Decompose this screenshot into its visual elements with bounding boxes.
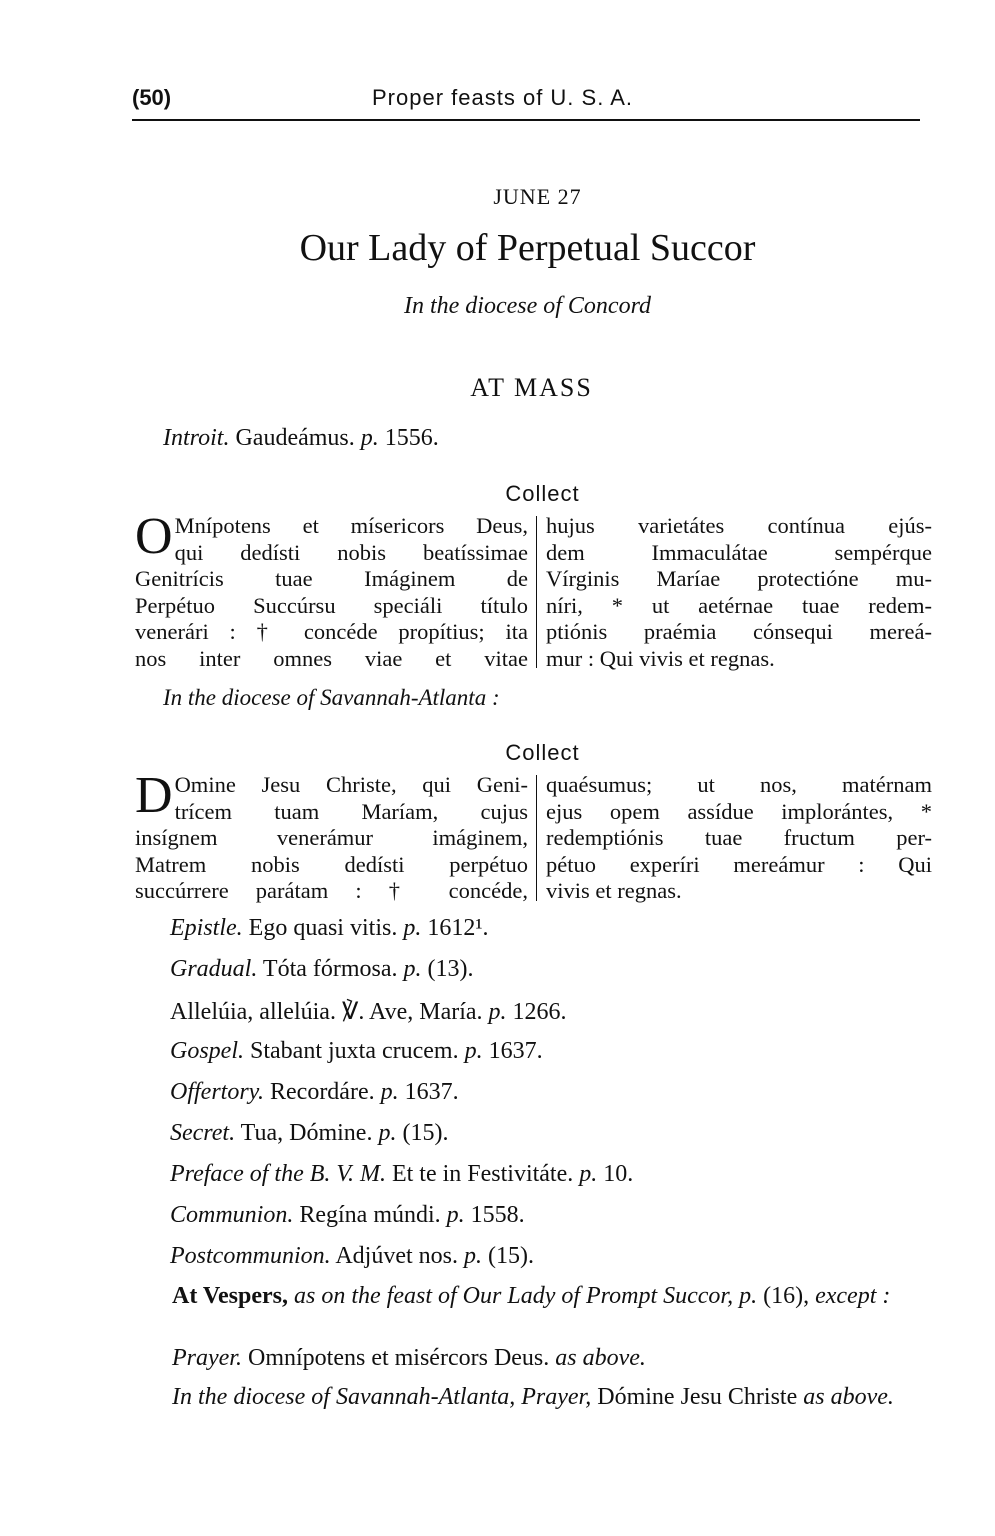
prayer-text: Omnípotens et misércors Deus. <box>247 1345 550 1371</box>
diocese-note-savannah: In the diocese of Savannah-Atlanta : <box>163 685 500 710</box>
introit-line <box>163 425 439 452</box>
proper-postcommunion <box>170 1243 534 1270</box>
proper-secret <box>170 1120 448 1147</box>
vespers-paragraph <box>146 1281 936 1311</box>
proper-page: (13). <box>427 956 474 982</box>
proper-text: Ego quasi vitis. <box>248 915 398 941</box>
vespers-text: as on the feast of Our Lady of Prompt Succor, <box>294 1283 734 1309</box>
collect-1-right-line: Vírginis Maríae protectióne mu- <box>546 566 932 591</box>
collect-1-left-line: qui dedísti nobis beatíssimae <box>174 539 528 565</box>
proper-page: 1612¹. <box>427 915 489 941</box>
savannah-prayer: Dómine Jesu Christe <box>597 1384 798 1410</box>
collect-1-left-column <box>135 508 528 672</box>
vespers-savannah <box>146 1382 936 1412</box>
proper-page: 1637. <box>404 1079 459 1105</box>
proper-epistle <box>170 915 489 942</box>
introit-text: Gaudeámus. <box>235 425 355 451</box>
collect-2-right-column <box>546 772 932 905</box>
collect-2-left-line: Omine Jesu Christe, qui Geni- <box>174 772 528 797</box>
proper-text: Regína múndi. <box>299 1202 441 1228</box>
collect-1-right-line: dem Immaculátae sempérque <box>546 539 932 565</box>
proper-label: Postcommunion. <box>170 1243 331 1269</box>
proper-p: p. <box>488 999 507 1025</box>
collect-2-left-line: Matrem nobis dedísti perpétuo <box>135 851 528 877</box>
vespers-p: p. <box>739 1283 758 1309</box>
proper-text: Et te in Festivitáte. <box>391 1161 574 1187</box>
collect-1-left-line: Mnípotens et mísericors Deus, <box>174 513 528 538</box>
proper-label: Secret. <box>170 1120 236 1146</box>
vespers-page: (16), <box>763 1283 810 1309</box>
proper-communion <box>170 1202 525 1229</box>
collect-2-right-line: quaésumus; ut nos, matérnam <box>546 772 932 797</box>
proper-gospel <box>170 1038 543 1065</box>
collect-1-right-column <box>546 513 932 672</box>
proper-page: 1558. <box>470 1202 525 1228</box>
feast-title: Our Lady of Perpetual Succor <box>299 227 756 269</box>
proper-p: p. <box>579 1161 598 1187</box>
proper-p: p. <box>403 915 422 941</box>
collect-1-left-line: Perpétuo Succúrsu speciáli título <box>135 592 528 618</box>
diocese-note-concord: In the diocese of Concord <box>403 293 652 319</box>
proper-page: 1266. <box>512 999 567 1025</box>
collect-2-left-line: succúrrere parátam : † concéde, <box>135 878 528 903</box>
proper-page: 10. <box>603 1161 634 1187</box>
collect-heading-2: Collect <box>505 740 580 765</box>
proper-p: p. <box>378 1120 397 1146</box>
vespers-except: except : <box>815 1283 891 1309</box>
proper-page: (15). <box>402 1120 449 1146</box>
collect-2-left-line: insígnem venerámur imáginem, <box>135 825 528 850</box>
collect-2-right-line: redemptiónis tuae fructum per- <box>546 825 932 850</box>
collect-2-right-line: ejus opem assídue implorántes, * <box>546 798 932 824</box>
proper-p: p. <box>403 956 422 982</box>
proper-page: 1637. <box>488 1038 543 1064</box>
proper-label: Preface of the B. V. M. <box>170 1161 386 1187</box>
proper-p: p. <box>446 1202 465 1228</box>
proper-page: (15). <box>488 1243 534 1269</box>
proper-label: Epistle. <box>170 915 243 941</box>
introit-label: Introit. <box>163 425 230 451</box>
collect-1-right-line: mur : Qui vivis et regnas. <box>546 645 775 671</box>
proper-offertory <box>170 1079 459 1106</box>
proper-gradual <box>170 956 474 983</box>
proper-p: p. <box>464 1243 483 1269</box>
proper-label: Offertory. <box>170 1079 264 1105</box>
proper-text: Tua, Dómine. <box>240 1120 373 1146</box>
proper-text: Adjúvet nos. <box>335 1243 459 1269</box>
at-mass-heading: AT MASS <box>470 373 593 402</box>
collect-1-dropcap: O <box>135 508 173 565</box>
proper-alleluia <box>170 997 567 1026</box>
proper-label: Communion. <box>170 1202 294 1228</box>
feast-date: JUNE 27 <box>493 184 582 209</box>
introit-p: p. <box>360 425 379 451</box>
prayer-note: as above. <box>555 1345 646 1371</box>
proper-label: Gradual. <box>170 956 258 982</box>
collect-2-dropcap: D <box>135 767 173 824</box>
collect-1-left-line: venerári : † concéde propítius; ita <box>135 619 528 644</box>
collect-2-right-line: pétuo experíri mereámur : Qui <box>546 851 932 877</box>
collect-1-left-line: nos inter omnes viae et vitae <box>135 645 528 671</box>
collect-heading-1: Collect <box>505 481 580 506</box>
collect-1-right-line: hujus varietátes contínua ejús- <box>546 513 932 538</box>
collect-2-left-line: trícem tuam Maríam, cujus <box>174 798 528 824</box>
savannah-note: as above. <box>803 1384 894 1410</box>
collect-2-left-column <box>135 767 528 905</box>
proper-p: p. <box>464 1038 483 1064</box>
collect-2-column-divider <box>536 775 537 901</box>
collect-2-right-line: vivis et regnas. <box>546 878 682 903</box>
header-rule <box>132 119 920 121</box>
prayer-label: Prayer. <box>172 1345 242 1371</box>
collect-1-right-line: ptiónis praémia cónsequi mereá- <box>546 619 932 644</box>
proper-text: Tóta fórmosa. <box>262 956 398 982</box>
vespers-lead: At Vespers, <box>172 1283 289 1309</box>
proper-preface <box>170 1161 633 1188</box>
proper-text: Recordáre. <box>270 1079 375 1105</box>
vespers-prayer <box>172 1343 646 1373</box>
collect-1-right-line: níri, * ut aetérnae tuae redem- <box>546 592 932 618</box>
page-number: (50) <box>132 85 172 110</box>
proper-text: Stabant juxta crucem. <box>250 1038 459 1064</box>
collect-1-column-divider <box>536 516 537 668</box>
introit-page: 1556. <box>384 425 439 451</box>
proper-p: p. <box>380 1079 399 1105</box>
proper-label: Gospel. <box>170 1038 244 1064</box>
collect-1-left-line: Genitrícis tuae Imáginem de <box>135 566 528 591</box>
proper-text: Allelúia, allelúia. ℣. Ave, María. <box>170 999 483 1025</box>
savannah-text: In the diocese of Savannah-Atlanta, Prayer, <box>172 1384 592 1410</box>
running-title: Proper feasts of U. S. A. <box>372 85 633 110</box>
